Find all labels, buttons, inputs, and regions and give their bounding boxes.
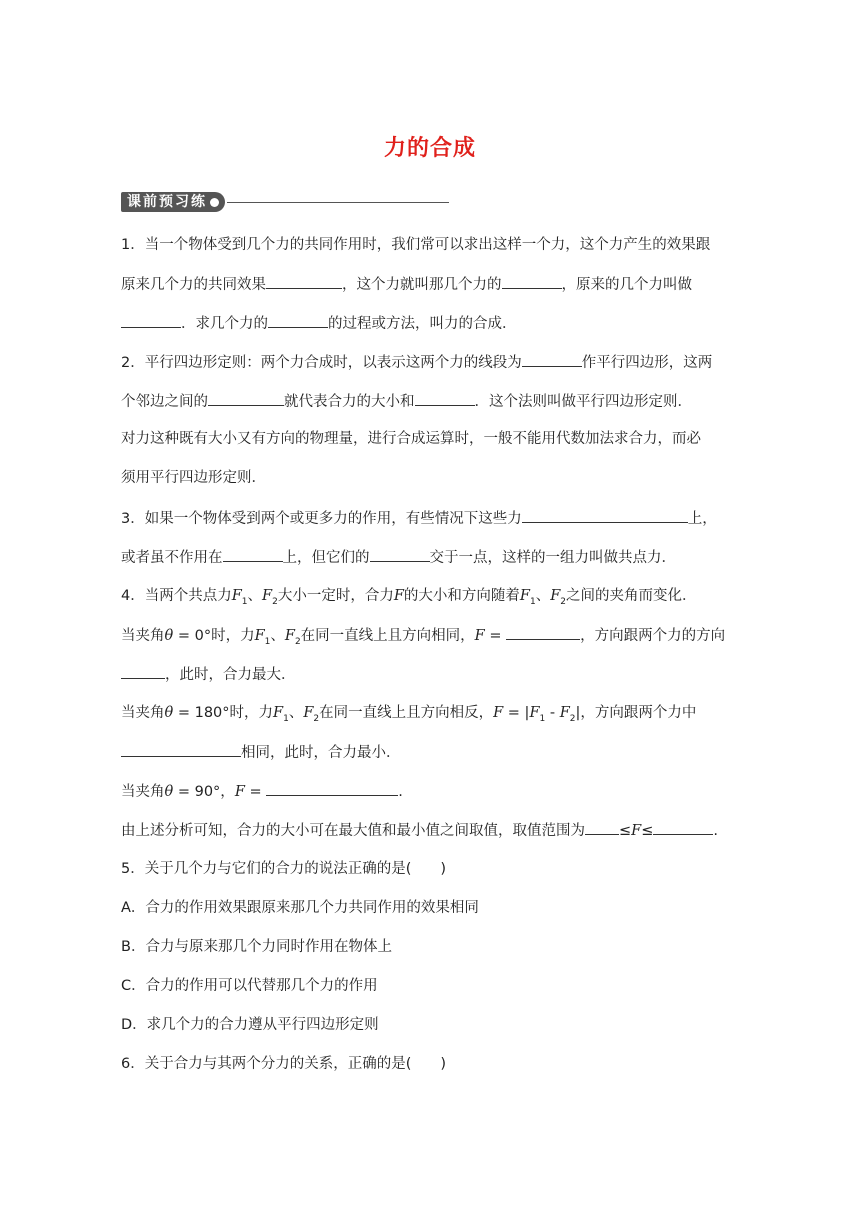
q2-text-1b: 作平行四边形，这两 <box>581 355 713 371</box>
q5-option-d-text: D．求几个力的合力遵从平行四边形定则 <box>121 1017 379 1033</box>
answer-blank[interactable] <box>266 781 398 796</box>
var-f1: F <box>231 588 242 604</box>
answer-blank[interactable] <box>208 391 284 406</box>
var-f1: F <box>254 628 265 644</box>
answer-blank[interactable] <box>266 274 342 289</box>
q2-text-2a: 个邻边之间的 <box>121 394 208 410</box>
var-theta: θ <box>164 705 174 721</box>
subscript: 1 <box>264 636 271 647</box>
q1-text-2c: ，原来的几个力叫做 <box>561 277 692 293</box>
subscript: 1 <box>539 713 546 724</box>
var-f1: F <box>519 588 530 604</box>
answer-blank[interactable] <box>522 508 688 523</box>
q4-line-3 <box>121 664 741 685</box>
q1-line-2 <box>121 274 741 295</box>
section-tag <box>121 192 225 212</box>
q4-text-5: 相同，此时，合力最小． <box>241 745 401 761</box>
q5-option-c-text: C．合力的作用可以代替那几个力的作用 <box>121 978 378 994</box>
q3-text-2b: 上，但它们的 <box>282 550 370 566</box>
q6-stem <box>121 1054 741 1074</box>
subscript: 1 <box>529 596 536 607</box>
q3-text-1b: 上， <box>687 511 717 527</box>
answer-blank[interactable] <box>121 664 165 679</box>
subscript: 1 <box>283 713 289 724</box>
q4-text-4b: = 180°时，力 <box>173 705 274 721</box>
var-f: F <box>493 705 504 721</box>
q4-text-6b: = 90°， <box>173 784 235 800</box>
q1-text-3b: 的过程或方法，叫力的合成． <box>328 316 517 332</box>
q1-text-2b: ，这个力就叫那几个力的 <box>342 277 502 293</box>
q3-line-2 <box>121 547 741 568</box>
q4-line-1 <box>121 586 741 612</box>
q5-option-b[interactable] <box>121 937 741 957</box>
subscript: 1 <box>241 596 248 607</box>
q1-text-3a: ．求几个力的 <box>181 316 268 332</box>
q4-text-1b: 大小一定时，合力 <box>277 588 394 604</box>
q5-option-a-text: A．合力的作用效果跟原来那几个力共同作用的效果相同 <box>121 900 479 916</box>
var-f: F <box>393 588 404 604</box>
q2-text-4: 须用平行四边形定则． <box>121 470 266 486</box>
q5-stem-text: 5．关于几个力与它们的合力的说法正确的是( ) <box>121 861 447 877</box>
le-sign: ≤ <box>619 823 632 839</box>
q4-text-1d: 之间的夹角而变化． <box>565 588 697 604</box>
period: . <box>713 823 718 839</box>
q2-text-3: 对力这种既有大小又有方向的物理量，进行合成运算时，一般不能用代数加法求合力，而必 <box>121 431 701 447</box>
var-f: F <box>631 823 642 839</box>
subscript: 2 <box>313 713 320 724</box>
separator: 、 <box>247 588 263 604</box>
q4-line-6 <box>121 781 741 802</box>
q3-text-1a: 3．如果一个物体受到两个或更多力的作用，有些情况下这些力 <box>121 511 522 527</box>
q4-line-7 <box>121 820 741 841</box>
subscript: 2 <box>272 596 278 607</box>
q1-line-1 <box>121 235 741 255</box>
answer-blank[interactable] <box>268 313 328 328</box>
q2-line-2 <box>121 391 741 412</box>
var-f2: F <box>303 705 314 721</box>
answer-blank[interactable] <box>502 274 562 289</box>
q4-text-2a: 当夹角 <box>121 628 165 644</box>
q5-option-d[interactable] <box>121 1015 741 1035</box>
var-f: F <box>234 784 245 800</box>
minus: - <box>545 705 560 721</box>
equals: = <box>244 784 267 800</box>
separator: 、 <box>535 588 551 604</box>
q4-text-7a: 由上述分析可知，合力的大小可在最大值和最小值之间取值，取值范围为 <box>121 823 585 839</box>
q4-text-4d: |，方向跟两个力中 <box>575 705 697 721</box>
q2-text-2b: 就代表合力的大小和 <box>284 394 415 410</box>
answer-blank[interactable] <box>585 820 619 835</box>
separator: 、 <box>288 705 304 721</box>
q4-text-1a: 4．当两个共点力 <box>121 588 232 604</box>
q3-text-2c: 交于一点，这样的一组力叫做共点力． <box>429 550 676 566</box>
q5-option-c[interactable] <box>121 976 741 996</box>
var-f2: F <box>262 588 273 604</box>
var-theta: θ <box>164 628 174 644</box>
page-title: 力的合成 <box>383 136 476 161</box>
subscript: 2 <box>569 713 576 724</box>
answer-blank[interactable] <box>415 391 475 406</box>
q1-text-2a: 原来几个力的共同效果 <box>121 277 266 293</box>
answer-blank[interactable] <box>506 625 580 640</box>
separator: 、 <box>270 628 285 644</box>
var-f2: F <box>550 588 561 604</box>
answer-blank[interactable] <box>653 820 713 835</box>
q2-text-2c: ．这个法则叫做平行四边形定则． <box>474 394 692 410</box>
section-divider <box>227 202 449 203</box>
answer-blank[interactable] <box>121 313 181 328</box>
q3-line-1 <box>121 508 741 529</box>
var-f: F <box>474 628 485 644</box>
var-f1: F <box>529 705 540 721</box>
q3-text-2a: 或者虽不作用在 <box>121 550 223 566</box>
var-f1: F <box>273 705 284 721</box>
q6-stem-text: 6．关于合力与其两个分力的关系，正确的是( ) <box>121 1056 447 1072</box>
q5-option-b-text: B．合力与原来那几个力同时作用在物体上 <box>121 939 392 955</box>
q4-text-2d: ，方向跟两个力的方向 <box>580 628 726 644</box>
le-sign: ≤ <box>641 823 654 839</box>
var-f2: F <box>559 705 570 721</box>
equals: = <box>484 628 507 644</box>
q4-text-6a: 当夹角 <box>121 784 165 800</box>
var-f2: F <box>284 628 295 644</box>
q5-stem <box>121 859 741 879</box>
q4-text-4a: 当夹角 <box>121 705 165 721</box>
subscript: 2 <box>560 596 566 607</box>
q4-text-3: ，此时，合力最大． <box>165 667 296 683</box>
period: . <box>398 784 403 800</box>
q5-option-a[interactable] <box>121 898 741 918</box>
var-theta: θ <box>164 784 174 800</box>
answer-blank[interactable] <box>370 547 430 562</box>
q4-text-2c: 在同一直线上且方向相同， <box>300 628 475 644</box>
q4-line-4 <box>121 703 741 729</box>
q4-text-4c: 在同一直线上且方向相反， <box>319 705 494 721</box>
q1-line-3 <box>121 313 741 334</box>
q4-text-2b: = 0°时，力 <box>173 628 255 644</box>
answer-blank[interactable] <box>522 352 582 367</box>
q4-text-1c: 的大小和方向随着 <box>403 588 520 604</box>
bullet-dot-icon <box>210 198 219 207</box>
q4-line-2 <box>121 625 741 652</box>
abs-open: = | <box>503 705 530 721</box>
section-label: 课前预习练 <box>127 194 207 210</box>
q2-text-1a: 2．平行四边形定则：两个力合成时，以表示这两个力的线段为 <box>121 355 522 371</box>
subscript: 2 <box>294 636 301 647</box>
q4-line-5 <box>121 742 741 763</box>
answer-blank[interactable] <box>223 547 283 562</box>
answer-blank[interactable] <box>121 742 241 757</box>
q1-text-1: 1．当一个物体受到几个力的共同作用时，我们常可以求出这样一个力，这个力产生的效果跟 <box>121 237 711 253</box>
section-header <box>121 192 449 212</box>
q2-line-3 <box>121 429 741 449</box>
q2-line-4 <box>121 468 741 488</box>
q2-line-1 <box>121 352 741 373</box>
